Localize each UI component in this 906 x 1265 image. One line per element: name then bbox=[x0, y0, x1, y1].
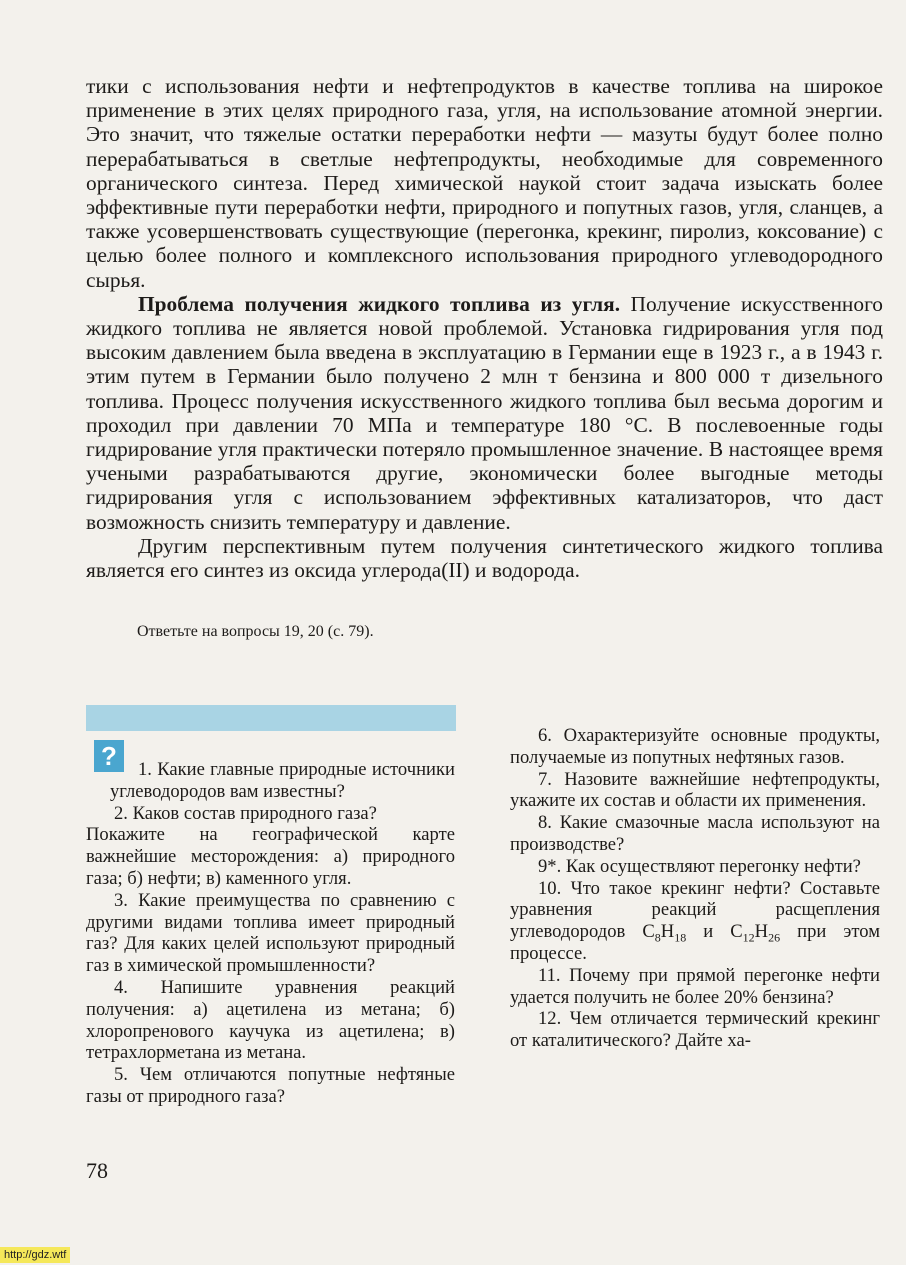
formula-c8h18: $C_8H_{18}$ bbox=[642, 921, 687, 945]
question-4: 4. Напишите уравнения реакций получения: а) ацетилена из метана; б) хлоропренового каучука из ацетилена; в) тетрахлорметана из метана. bbox=[86, 976, 455, 1064]
question-9: 9*. Как осуществляют перегонку нефти? bbox=[538, 855, 861, 877]
questions-right-column bbox=[510, 725, 880, 1052]
question-5: 5. Чем отличаются попутные нефтяные газы от природного газа? bbox=[86, 1064, 455, 1107]
questions-band bbox=[86, 705, 456, 731]
question-mark-icon: ? bbox=[94, 740, 124, 772]
question-8: 8. Какие смазочные масла используют на производстве? bbox=[510, 812, 880, 855]
main-text bbox=[86, 74, 883, 582]
question-12: 12. Чем отличается термический крекинг от каталитического? Дайте ха- bbox=[510, 1008, 880, 1052]
questions-left-column bbox=[86, 759, 455, 1108]
paragraph-1: тики с использования нефти и нефтепродуктов в качестве топлива на широкое применение в этих целях природного газа, угля, на использование атомной энергии. Это значит, что тяжелые остатки переработки нефти — мазуты будут более полно перерабатываться в светлые нефтепродукты, необходимые для современного органического синтеза. Перед химической наукой стоит задача изыскать более эффективные пути переработки нефти, природного и попутных газов, угля, сланцев, а также усовершенствовать существующие (перегонка, крекинг, пиролиз, коксование) с целью более полного и комплексного использования природного углеводородного сырья. bbox=[86, 74, 883, 292]
question-10: 10. Что такое крекинг нефти? Составьте уравнения реакций расщепления углеводородов $C_8H_{18}$ и $C_{12}H_{26}$ при этом процессе. bbox=[510, 877, 880, 964]
question-2-continued: Покажите на географической карте важнейшие месторождения: а) природного газа; б) нефти; в) каменного угля. bbox=[86, 824, 455, 889]
question-7: 7. Назовите важнейшие нефтепродукты, укажите их состав и области их применения. bbox=[510, 768, 880, 812]
question-6: 6. Охарактеризуйте основные продукты, получаемые из попутных нефтяных газов. bbox=[510, 725, 880, 768]
paragraph-2-text: Получение искусственного жидкого топлива не является новой проблемой. Установка гидрирования угля под высоким давлением была введена в эксплуатацию в Германии еще в 1923 г., а в 1943 г. этим путем в Германии было получено 2 млн т бензина и 800 000 т дизельного топлива. Процесс получения искусственного жидкого топлива был весьма дорогим и проходил при давлении 70 МПа и температуре 180 °С. В послевоенные годы гидрирование угля практически потеряло промышленное значение. В настоящее время учеными разрабатываются другие, экономически более выгодные методы гидрирования угля с использованием эффективных катализаторов, что даст возможность снизить температуру и давление. bbox=[86, 291, 884, 534]
paragraph-3: Другим перспективным путем получения синтетического жидкого топлива является его синтез из оксида углерода(II) и водорода. bbox=[86, 533, 883, 583]
question-3: 3. Какие преимущества по сравнению с другими видами топлива имеет природный газ? Для каких целей используют природный газ в химической промышленности? bbox=[86, 889, 455, 977]
paragraph-2 bbox=[86, 292, 883, 534]
answer-note: Ответьте на вопросы 19, 20 (с. 79). bbox=[137, 623, 374, 640]
watermark-link[interactable]: http://gdz.wtf bbox=[0, 1247, 70, 1263]
formula-c12h26: $C_{12}H_{26}$ bbox=[730, 921, 781, 945]
question-10-text: 10. Что такое крекинг нефти? Составьте уравнения реакций расщепления углеводородов bbox=[510, 877, 880, 943]
section-heading: Проблема получения жидкого топлива из угля. bbox=[138, 291, 621, 316]
question-11: 11. Почему при прямой перегонке нефти удается получить не более 20% бензина? bbox=[510, 964, 880, 1008]
question-1: 1. Какие главные природные источники углеводородов вам известны? bbox=[110, 759, 455, 802]
page-number: 78 bbox=[86, 1158, 108, 1183]
question-2: 2. Каков состав природного газа? bbox=[114, 802, 377, 824]
